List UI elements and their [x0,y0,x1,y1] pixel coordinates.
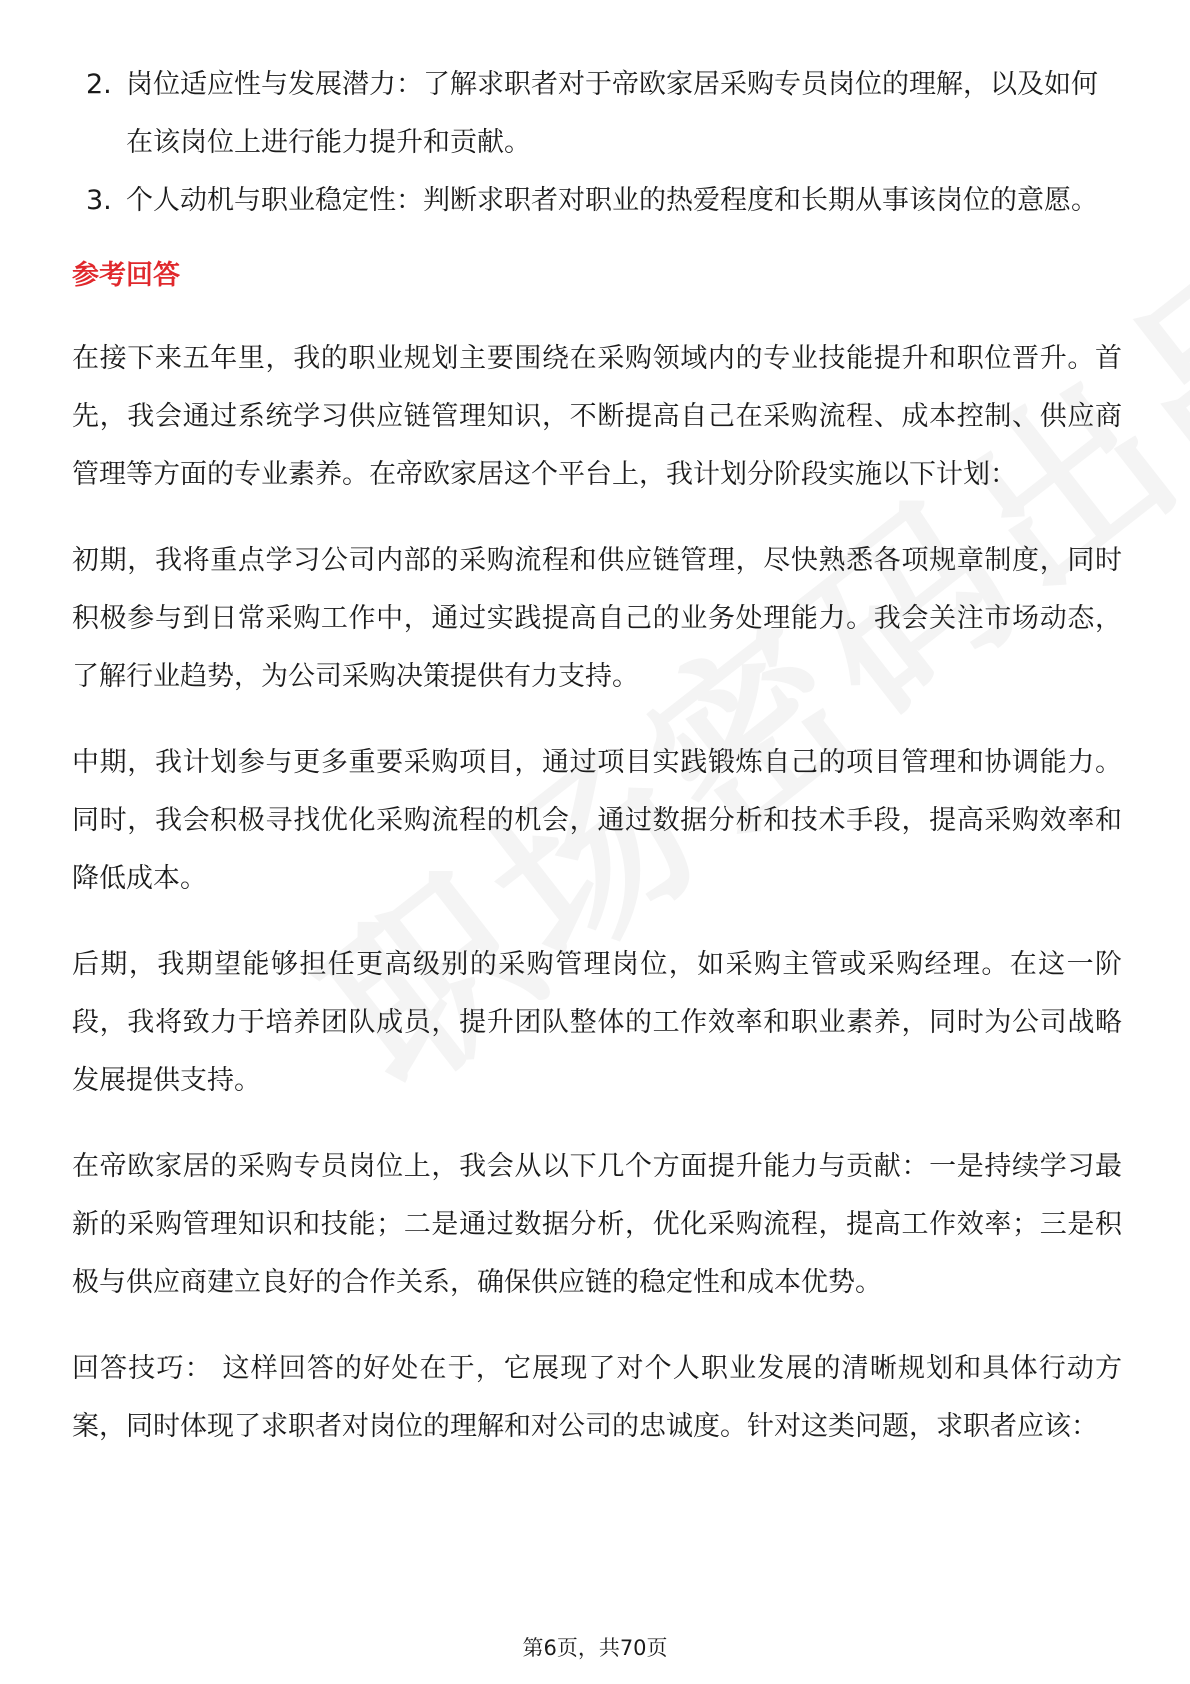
paragraph: 在接下来五年里，我的职业规划主要围绕在采购领域内的专业技能提升和职位晋升。首先，我会通过系统学习供应链管理知识，不断提高自己在采购流程、成本控制、供应商管理等方面的专业素养。在帝欧家居这个平台上，我计划分阶段实施以下计划： [72,343,1122,490]
list-item-number: 3. [86,185,112,216]
paragraph: 后期，我期望能够担任更高级别的采购管理岗位，如采购主管或采购经理。在这一阶段，我将致力于培养团队成员，提升团队整体的工作效率和职业素养，同时为公司战略发展提供支持。 [72,949,1122,1096]
paragraph: 在帝欧家居的采购专员岗位上，我会从以下几个方面提升能力与贡献：一是持续学习最新的采购管理知识和技能；二是通过数据分析，优化采购流程，提高工作效率；三是积极与供应商建立良好的合作关系，确保供应链的稳定性和成本优势。 [72,1151,1122,1298]
list-item [72,172,1122,230]
page-number: 第6页，共70页 [522,1636,668,1660]
list-item-text: 个人动机与职业稳定性：判断求职者对职业的热爱程度和长期从事该岗位的意愿。 [126,185,1098,216]
evaluation-points-list [72,56,1122,230]
paragraph: 回答技巧： 这样回答的好处在于，它展现了对个人职业发展的清晰规划和具体行动方案，同时体现了求职者对岗位的理解和对公司的忠诚度。针对这类问题，求职者应该： [72,1353,1122,1442]
list-item [72,56,1122,172]
list-item-number: 2. [86,69,112,100]
section-heading: 参考回答 [72,260,180,291]
content [72,56,1122,1484]
paragraph: 初期，我将重点学习公司内部的采购流程和供应链管理，尽快熟悉各项规章制度，同时积极参与到日常采购工作中，通过实践提高自己的业务处理能力。我会关注市场动态，了解行业趋势，为公司采购决策提供有力支持。 [72,545,1122,692]
paragraph: 中期，我计划参与更多重要采购项目，通过项目实践锻炼自己的项目管理和协调能力。同时，我会积极寻找优化采购流程的机会，通过数据分析和技术手段，提高采购效率和降低成本。 [72,747,1122,894]
list-item-text: 岗位适应性与发展潜力：了解求职者对于帝欧家居采购专员岗位的理解，以及如何在该岗位上进行能力提升和贡献。 [126,69,1098,158]
